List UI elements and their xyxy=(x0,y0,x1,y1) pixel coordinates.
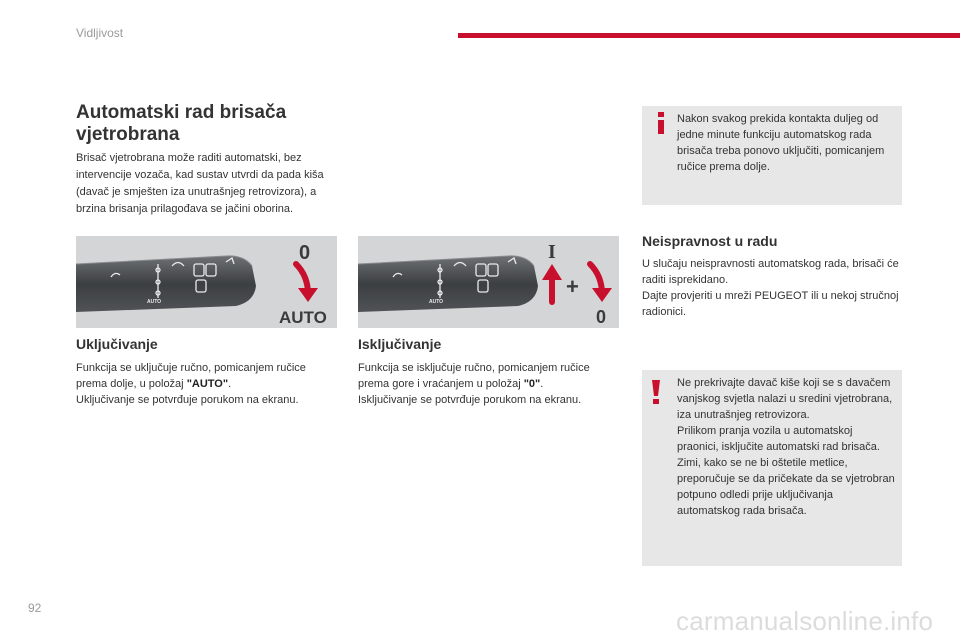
position-zero-label: 0 xyxy=(299,242,311,264)
switch-on-text xyxy=(76,360,340,408)
auto-keyword: "AUTO" xyxy=(186,378,229,390)
wiper-stalk-auto-image xyxy=(76,236,337,328)
malfunction-text xyxy=(642,256,904,320)
watermark: carmanualsonline.info xyxy=(676,606,934,636)
switch-on-heading: Uključivanje xyxy=(76,336,158,352)
arrow-up-icon xyxy=(542,264,562,302)
warning-note-text xyxy=(677,375,897,519)
switch-off-confirmation: Isključivanje se potvrđuje porukom na ekranu. xyxy=(358,394,582,406)
switch-off-text xyxy=(358,360,620,408)
header-accent-bar xyxy=(458,33,960,38)
intro-paragraph: Brisač vjetrobrana može raditi automatski, bez intervencije vozača, kad sustav utvrdi da pada kiša (davač je smješten iza unutrašnjeg retrovizora), a brzina brisanja prilagođava se jačini oborina. xyxy=(76,152,324,215)
malfunction-heading: Neispravnost u radu xyxy=(642,233,778,249)
position-one-label: I xyxy=(548,241,556,263)
info-note-text: Nakon svakog prekida kontakta duljeg od jedne minute funkciju automatskog rada brisača treba ponovo uključiti, pomicanjem ručice prema dolje. xyxy=(677,113,885,173)
switch-on-text-part: Funkcija se uključuje ručno, pomicanjem ručice prema dolje, u položaj xyxy=(76,362,306,390)
switch-off-heading: Isključivanje xyxy=(358,336,442,352)
page-title: Automatski rad brisača vjetrobrana xyxy=(76,102,287,145)
info-note-box xyxy=(642,106,902,205)
switch-off-text-part: Funkcija se isključuje ručno, pomicanjem ručice prema gore i vraćanjem u položaj xyxy=(358,362,590,390)
zero-keyword: "0" xyxy=(523,378,541,390)
arrow-down-icon xyxy=(590,264,612,302)
malfunction-text-2: Dajte provjeriti u mreži PEUGEOT ili u nekoj stručnoj radionici. xyxy=(642,290,899,318)
warning-text-3: Zimi, kako se ne bi oštetile metlice, preporučuje se da pričekate da se vjetrobran potpuno odledi prije uključivanja automatskog rada brisača. xyxy=(677,457,895,517)
switch-on-text-end: . xyxy=(228,378,232,390)
switch-on-confirmation: Uključivanje se potvrđuje porukom na ekranu. xyxy=(76,394,299,406)
stalk-auto-label: AUTO xyxy=(429,299,444,305)
plus-sign: + xyxy=(566,274,579,299)
section-title: Vidljivost xyxy=(76,26,124,40)
wiper-stalk-off-image xyxy=(358,236,619,328)
page-number: 92 xyxy=(28,601,42,615)
warning-text-2: Prilikom pranja vozila u automatskoj praonici, isključite automatski rad brisača. xyxy=(677,425,880,453)
switch-off-text-end: . xyxy=(540,378,544,390)
info-icon xyxy=(656,112,666,134)
arrow-down-icon xyxy=(296,264,318,302)
wiper-stalk-down-illustration xyxy=(76,236,337,328)
wiper-stalk-up-illustration xyxy=(358,236,619,328)
warning-text-1: Ne prekrivajte davač kiše koji se s davačem vanjskog svjetla nalazi u sredini vjetrobrana, iza unutrašnjeg retrovizora. xyxy=(677,377,893,421)
warning-icon xyxy=(649,380,663,404)
position-zero-label: 0 xyxy=(596,307,607,327)
warning-note-box xyxy=(642,370,902,566)
position-auto-label: AUTO xyxy=(279,308,327,327)
stalk-auto-label: AUTO xyxy=(147,299,162,305)
malfunction-text-1: U slučaju neispravnosti automatskog rada, brisači će raditi isprekidano. xyxy=(642,258,899,286)
